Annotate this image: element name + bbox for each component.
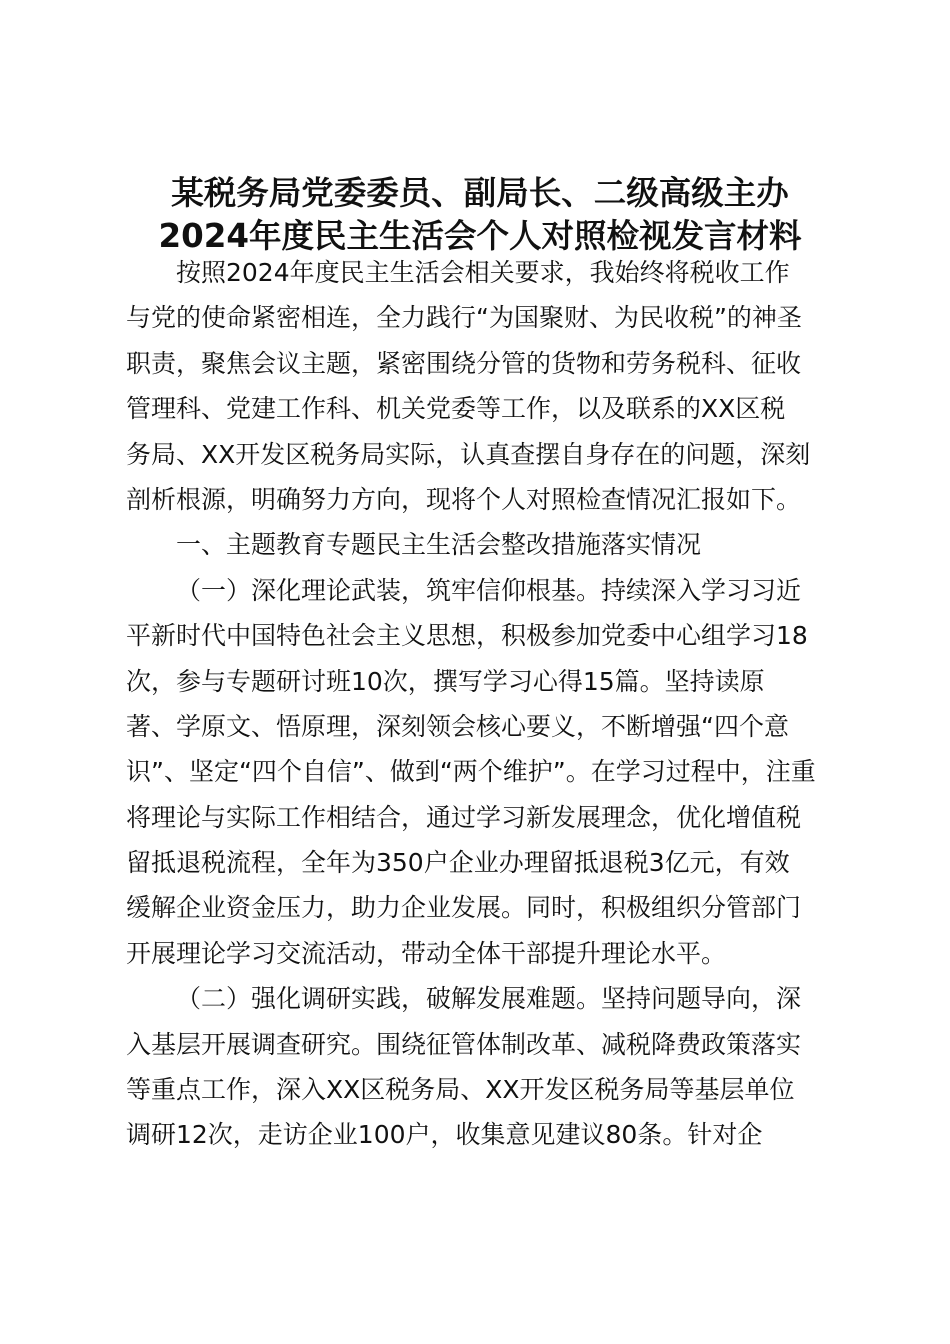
- text-line: 管理科、党建工作科、机关党委等工作，以及联系的XX区税: [126, 394, 786, 424]
- document-title: [120, 172, 840, 258]
- text-line: 平新时代中国特色社会主义思想，积极参加党委中心组学习18: [126, 621, 808, 651]
- text-line: 缓解企业资金压力，助力企业发展。同时，积极组织分管部门: [126, 893, 802, 923]
- text-line: 识”、坚定“四个自信”、做到“两个维护”。在学习过程中，注重: [126, 757, 816, 787]
- text-line: 次，参与专题研讨班10次，撰写学习心得15篇。坚持读原: [126, 666, 765, 696]
- text-line: 著、学原文、悟原理，深刻领会核心要义，不断增强“四个意: [126, 711, 789, 741]
- title-line-1: 某税务局党委委员、副局长、二级高级主办: [171, 174, 789, 212]
- text-line: 务局、XX开发区税务局实际，认真查摆自身存在的问题，深刻: [126, 439, 811, 469]
- text-line: 将理论与实际工作相结合，通过学习新发展理念，优化增值税: [126, 802, 802, 832]
- text-line: 入基层开展调查研究。围绕征管体制改革、减税降费政策落实: [126, 1029, 802, 1059]
- document-body: [126, 250, 846, 1158]
- text-line: 开展理论学习交流活动，带动全体干部提升理论水平。: [126, 938, 727, 968]
- text-line: （一）深化理论武装，筑牢信仰根基。持续深入学习习近: [176, 575, 802, 605]
- text-line: 剖析根源，明确努力方向，现将个人对照检查情况汇报如下。: [126, 484, 802, 514]
- text-line: 等重点工作，深入XX区税务局、XX开发区税务局等基层单位: [126, 1075, 795, 1105]
- section-heading: 一、主题教育专题民主生活会整改措施落实情况: [176, 530, 702, 560]
- title-line-2: 2024年度民主生活会个人对照检视发言材料: [158, 217, 802, 255]
- text-line: 按照2024年度民主生活会相关要求，我始终将税收工作: [176, 258, 790, 287]
- text-line: 职责，聚焦会议主题，紧密围绕分管的货物和劳务税科、征收: [126, 348, 802, 378]
- text-line: 调研12次，走访企业100户，收集意见建议80条。针对企: [126, 1120, 763, 1150]
- text-line: （二）强化调研实践，破解发展难题。坚持问题导向，深: [176, 984, 802, 1014]
- text-line: 留抵退税流程，全年为350户企业办理留抵退税3亿元，有效: [126, 848, 790, 878]
- text-line: 与党的使命紧密相连，全力践行“为国聚财、为民收税”的神圣: [126, 303, 802, 333]
